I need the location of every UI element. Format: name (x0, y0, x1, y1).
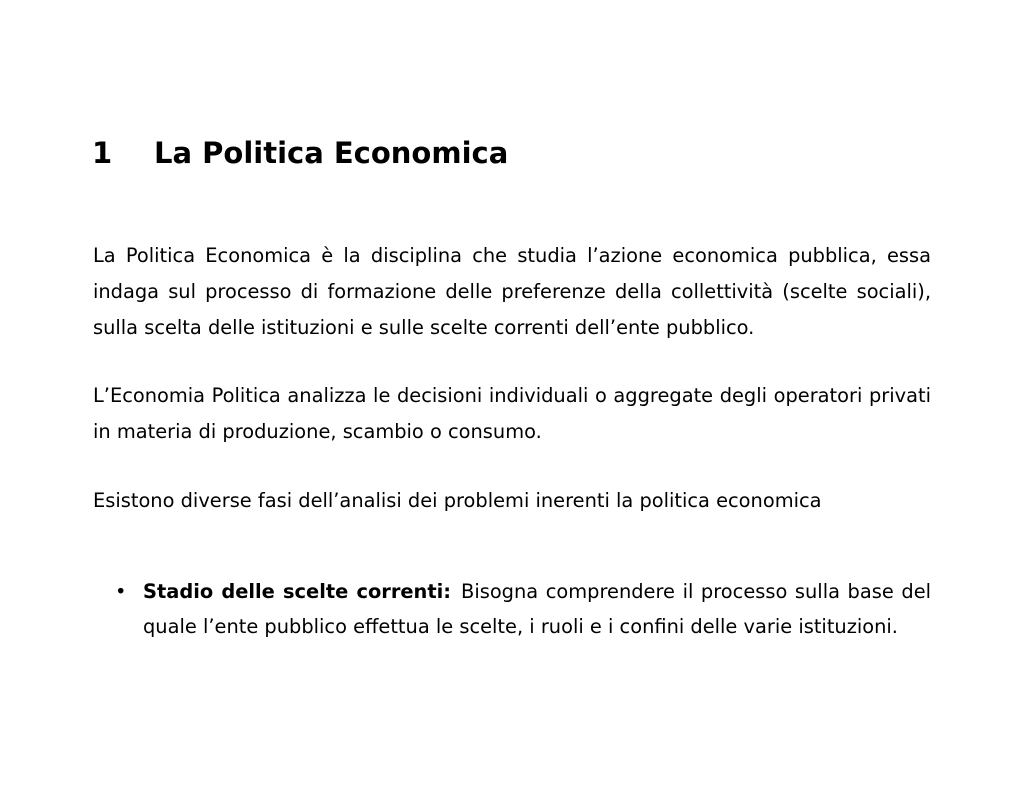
section-heading (92, 131, 932, 175)
bullet-marker: • (115, 580, 127, 603)
paragraph-fasi-analisi: Esistono diverse fasi dell’analisi dei problemi inerenti la politica economica (93, 489, 822, 512)
list-item (93, 574, 931, 644)
bullet-text: Bisogna comprendere il processo sulla base del quale l’ente pubblico effettua le scelte, i ruoli e i confini delle varie istituzioni. (143, 580, 932, 638)
paragraph-politica-economica: La Politica Economica è la disciplina che studia l’azione economica pubblica, essa indaga sul processo di formazione delle preferenze della collettività (scelte sociali), sulla scelta delle istituzioni e sulle scelte correnti dell’ente pubblico. (93, 244, 931, 339)
section-number: 1 (92, 136, 113, 170)
paragraph-economia-politica: L’Economia Politica analizza le decisioni individuali o aggregate degli operatori privati in materia di produzione, scambio o consumo. (93, 384, 931, 443)
bullet-title: Stadio delle scelte correnti: (143, 580, 452, 603)
bullet-list (93, 574, 931, 644)
section-title: La Politica Economica (154, 136, 509, 170)
